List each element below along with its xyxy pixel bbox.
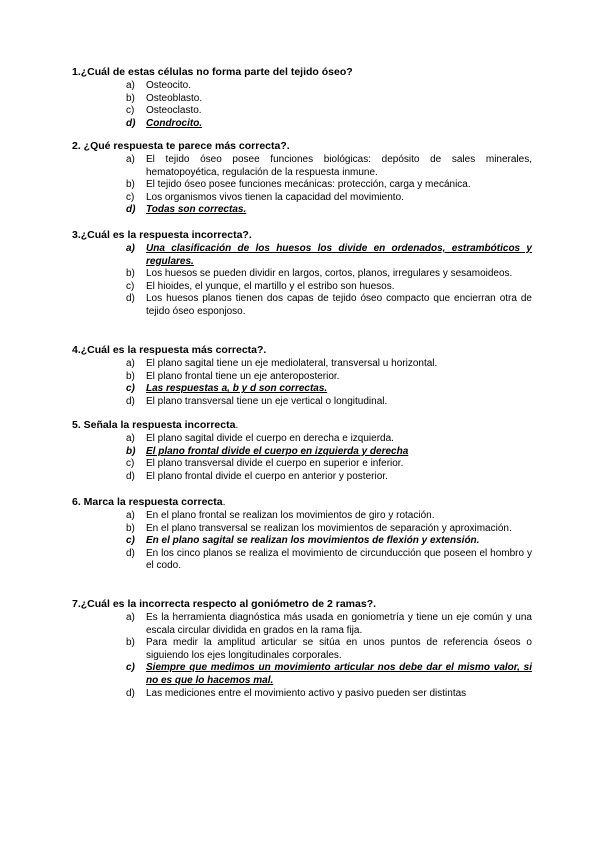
option-b: b) El plano frontal tiene un eje anteroposterior.	[126, 370, 340, 382]
option-d: d) Las mediciones entre el movimiento activo y pasivo pueden ser distintas	[126, 687, 467, 699]
option-b: b) Osteoblasto.	[126, 92, 203, 104]
option-c: c) El plano transversal divide el cuerpo en superior e inferior.	[126, 458, 404, 470]
question-5	[72, 419, 532, 483]
option-d: d) El plano frontal divide el cuerpo en anterior y posterior.	[126, 470, 388, 482]
option-c-correct: c) Siempre que medimos un movimiento articular nos debe dar el mismo valor, si no es que lo hacemos mal.	[126, 662, 532, 686]
option-b: b) Los huesos se pueden dividir en largos, cortos, planos, irregulares y sesamoideos.	[126, 268, 513, 280]
option-a: a) En el plano frontal se realizan los movimientos de giro y rotación.	[126, 510, 435, 521]
question-1	[72, 66, 532, 130]
option-c-correct: c) Las respuestas a, b y d son correctas.	[126, 383, 328, 395]
option-c: c) Osteoclasto.	[126, 105, 202, 117]
option-a: a) El plano sagital divide el cuerpo en derecha e izquierda.	[126, 433, 394, 444]
question-3	[72, 229, 532, 319]
question-6	[72, 496, 532, 573]
option-b: b) El tejido óseo posee funciones mecánicas: protección, carga y mecánica.	[126, 179, 471, 191]
question-7	[72, 598, 532, 700]
option-a: a) El plano sagital tiene un eje mediolateral, transversal u horizontal.	[126, 358, 438, 369]
question-title: 2. ¿Qué respuesta te parece más correcta?.	[72, 140, 290, 152]
option-a: a) Es la herramienta diagnóstica más usada en goniometría y tiene un eje común y una escala circular dividida en grados en la rama fija.	[126, 612, 532, 636]
question-title: 1.¿Cuál de estas células no forma parte del tejido óseo?	[72, 66, 353, 78]
question-title: 6. Marca la respuesta correcta.	[72, 496, 226, 508]
option-c: c) El hioides, el yunque, el martillo y el estribo son huesos.	[126, 280, 395, 292]
question-title: 5. Señala la respuesta incorrecta.	[72, 419, 239, 431]
question-title: 4.¿Cuál es la respuesta más correcta?.	[72, 344, 267, 356]
question-4	[72, 344, 532, 408]
question-title: 7.¿Cuál es la incorrecta respecto al goniómetro de 2 ramas?.	[72, 598, 377, 610]
option-c-correct: c) En el plano sagital se realizan los movimientos de flexión y extensión.	[126, 535, 480, 547]
option-b: b) En el plano transversal se realizan los movimientos de separación y aproximación.	[126, 522, 512, 534]
option-b: b) Para medir la amplitud articular se sitúa en unos puntos de referencia óseos o siguiendo los ejes longitudinales corporales.	[126, 637, 532, 661]
option-d: d) En los cinco planos se realiza el movimiento de circunducción que poseen el hombro y el codo.	[126, 547, 532, 572]
option-a-correct: a) Una clasificación de los huesos los divide en ordenados, estrambóticos y regulares.	[126, 243, 532, 267]
option-d-correct: d) Condrocito.	[126, 117, 203, 129]
option-d: d) El plano transversal tiene un eje vertical o longitudinal.	[126, 395, 388, 407]
option-c: c) Los organismos vivos tienen la capacidad del movimiento.	[126, 191, 404, 203]
option-d: d) Los huesos planos tienen dos capas de tejido óseo compacto que encierran otra de tejido óseo esponjoso.	[126, 293, 532, 317]
question-2	[72, 140, 532, 217]
option-a: a) Osteocito.	[126, 80, 192, 91]
option-a: a) El tejido óseo posee funciones biológicas: depósito de sales minerales, hematopoyética, regulación de la respuesta inmune.	[126, 154, 532, 178]
option-d-correct: d) Todas son correctas.	[126, 204, 247, 216]
question-title: 3.¿Cuál es la respuesta incorrecta?.	[72, 229, 252, 241]
option-b-correct: b) El plano frontal divide el cuerpo en izquierda y derecha	[126, 445, 409, 457]
